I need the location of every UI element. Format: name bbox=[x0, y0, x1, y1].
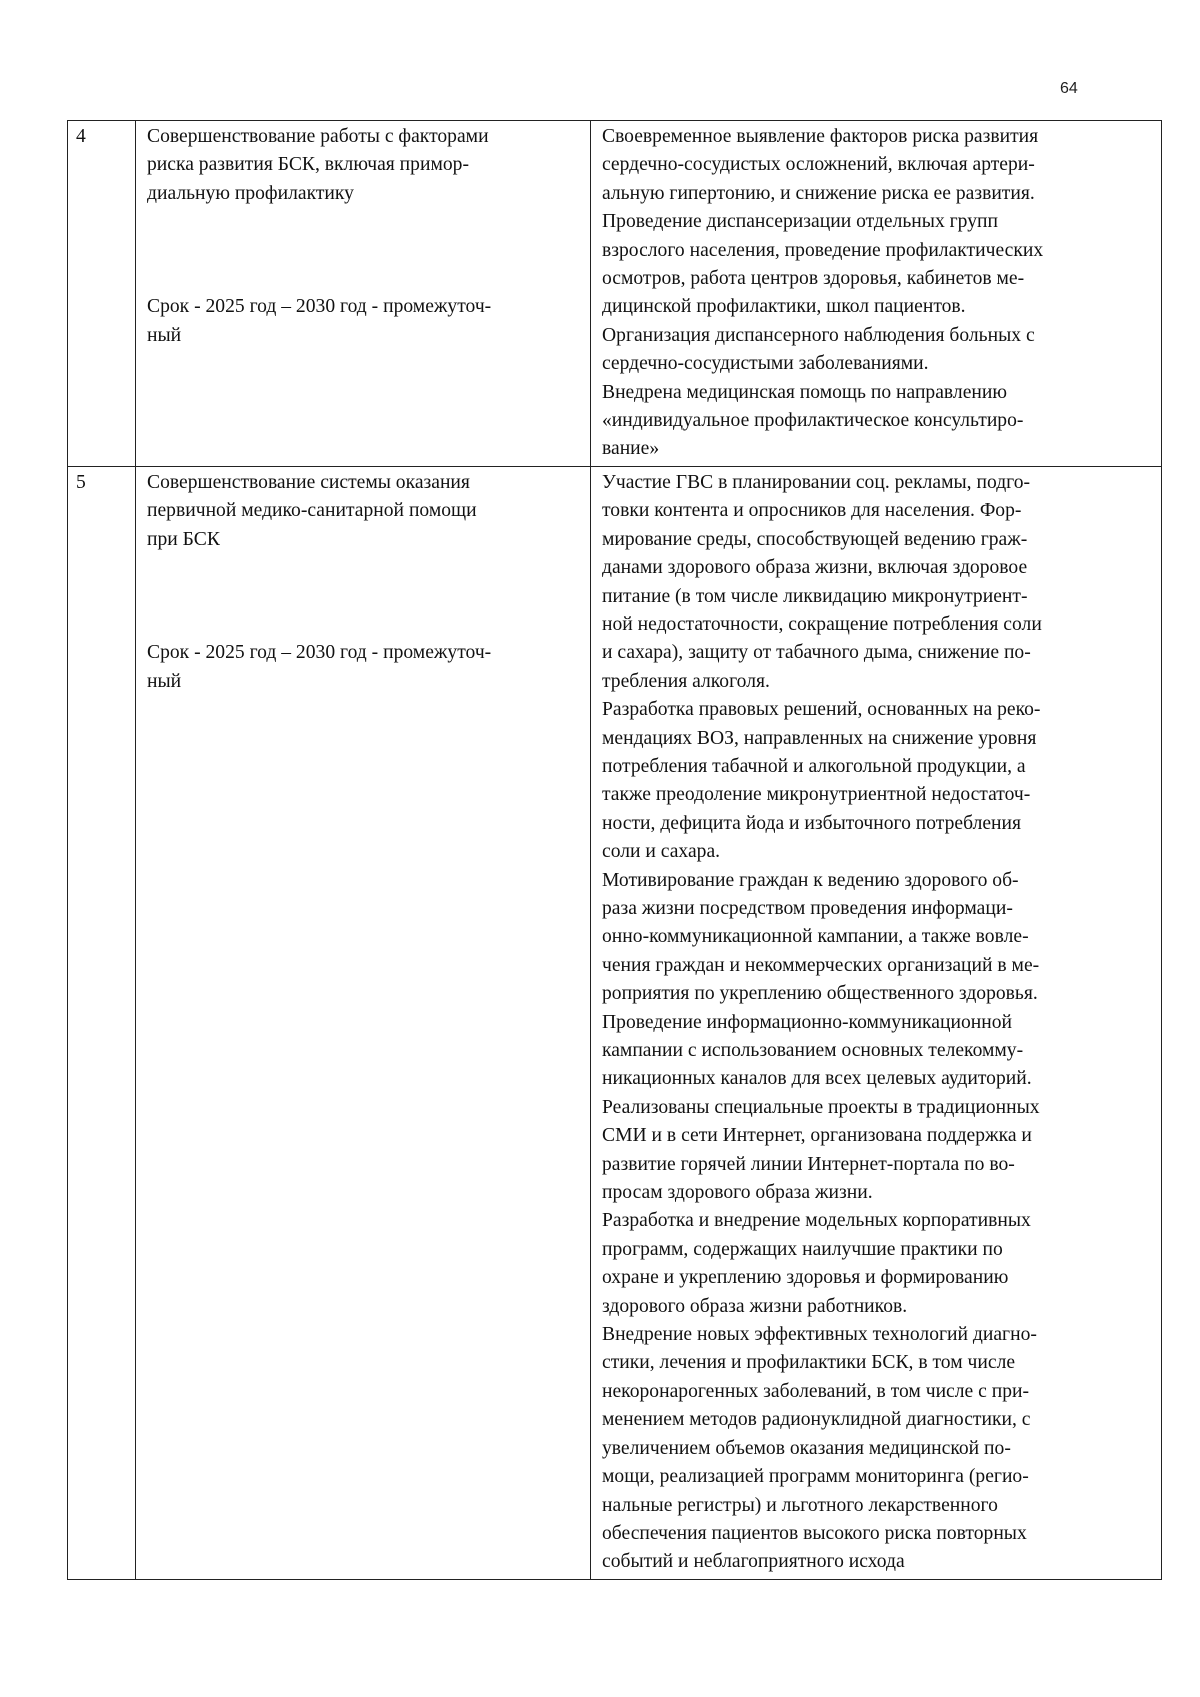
result-line: мощи, реализацией программ мониторинга (регио- bbox=[602, 1466, 1029, 1488]
page-number: 64 bbox=[1060, 80, 1078, 97]
result-line: программ, содержащих наилучшие практики по bbox=[602, 1238, 1003, 1260]
result-line: менением методов радионуклидной диагностики, с bbox=[602, 1409, 1031, 1431]
result-line: и сахара), защиту от табачного дыма, снижение по- bbox=[602, 642, 1031, 664]
result-line: ности, дефицита йода и избыточного потребления bbox=[602, 812, 1022, 834]
result-line: сердечно-сосудистых осложнений, включая артери- bbox=[602, 154, 1035, 176]
task-line: диальную профилактику bbox=[147, 182, 354, 204]
result-line: нальные регистры) и льготного лекарственного bbox=[602, 1494, 998, 1516]
result-line: мирование среды, способствующей ведению граж- bbox=[602, 528, 1028, 550]
row-number: 5 bbox=[68, 466, 136, 1579]
result-line: вание» bbox=[602, 438, 660, 460]
result-line: Мотивирование граждан к ведению здорового об- bbox=[602, 869, 1019, 891]
result-line: роприятия по укреплению общественного здоровья. bbox=[602, 983, 1038, 1005]
result-line: Проведение диспансеризации отдельных групп bbox=[602, 211, 998, 233]
result-line: Реализованы специальные проекты в традиционных bbox=[602, 1096, 1040, 1118]
result-line: онно-коммуникационной кампании, а также вовле- bbox=[602, 926, 1029, 948]
result-line: взрослого населения, проведение профилактических bbox=[602, 239, 1044, 261]
result-line: Разработка правовых решений, основанных на реко- bbox=[602, 699, 1041, 721]
result-line: требления алкоголя. bbox=[602, 670, 770, 692]
result-line: стики, лечения и профилактики БСК, в том числе bbox=[602, 1352, 1016, 1374]
result-line: Участие ГВС в планировании соц. рекламы, подго- bbox=[602, 471, 1031, 493]
result-line: Разработка и внедрение модельных корпоративных bbox=[602, 1210, 1031, 1232]
result-line: Проведение информационно-коммуникационной bbox=[602, 1011, 1012, 1033]
term-line: ный bbox=[147, 324, 182, 346]
result-line: осмотров, работа центров здоровья, кабинетов ме- bbox=[602, 268, 1025, 290]
result-line: дицинской профилактики, школ пациентов. bbox=[602, 296, 966, 318]
result-line: мендациях ВОЗ, направленных на снижение уровня bbox=[602, 727, 1037, 749]
result-line: питание (в том числе ликвидацию микронутриент- bbox=[602, 585, 1028, 607]
result-line: событий и неблагоприятного исхода bbox=[602, 1551, 905, 1573]
result-line: товки контента и опросников для населения. Фор- bbox=[602, 500, 1022, 522]
result-line: потребления табачной и алкогольной продукции, а bbox=[602, 755, 1026, 777]
term-line: Срок - 2025 год – 2030 год - промежуточ- bbox=[147, 642, 492, 664]
measures-table bbox=[67, 120, 1162, 1580]
result-line: СМИ и в сети Интернет, организована поддержка и bbox=[602, 1125, 1032, 1147]
task-line: при БСК bbox=[147, 528, 220, 550]
row-number: 4 bbox=[68, 121, 136, 467]
result-line: соли и сахара. bbox=[602, 841, 721, 863]
result-line: никационных каналов для всех целевых аудиторий. bbox=[602, 1068, 1032, 1090]
result-line: Внедрена медицинская помощь по направлению bbox=[602, 381, 1008, 403]
task-line: риска развития БСК, включая примор- bbox=[147, 154, 469, 176]
result-line: «индивидуальное профилактическое консультиро- bbox=[602, 410, 1024, 432]
result-line: Своевременное выявление факторов риска развития bbox=[602, 126, 1039, 147]
term-line: Срок - 2025 год – 2030 год - промежуточ- bbox=[147, 296, 492, 318]
result-line: охране и укреплению здоровья и формированию bbox=[602, 1267, 1009, 1289]
result-line: альную гипертонию, и снижение риска ее развития. bbox=[602, 182, 1035, 204]
term-line: ный bbox=[147, 670, 182, 692]
table-row bbox=[68, 121, 1162, 467]
task-line: первичной медико-санитарной помощи bbox=[147, 500, 477, 522]
result-line: обеспечения пациентов высокого риска повторных bbox=[602, 1522, 1027, 1544]
result-line: также преодоление микронутриентной недостаточ- bbox=[602, 784, 1031, 806]
result-cell bbox=[591, 121, 1162, 467]
result-cell bbox=[591, 466, 1162, 1579]
task-line: Совершенствование системы оказания bbox=[147, 471, 470, 493]
table-row bbox=[68, 466, 1162, 1579]
result-line: здорового образа жизни работников. bbox=[602, 1295, 908, 1317]
result-line: чения граждан и некоммерческих организаций в ме- bbox=[602, 954, 1040, 976]
result-line: развитие горячей линии Интернет-портала по во- bbox=[602, 1153, 1015, 1175]
result-line: сердечно-сосудистыми заболеваниями. bbox=[602, 353, 929, 375]
task-cell bbox=[136, 466, 591, 1579]
result-line: раза жизни посредством проведения информаци- bbox=[602, 897, 1013, 919]
task-cell bbox=[136, 121, 591, 467]
result-line: просам здорового образа жизни. bbox=[602, 1182, 873, 1204]
result-line: некоронарогенных заболеваний, в том числе с при- bbox=[602, 1380, 1030, 1402]
result-line: данами здорового образа жизни, включая здоровое bbox=[602, 557, 1028, 579]
result-line: Внедрение новых эффективных технологий диагно- bbox=[602, 1324, 1037, 1346]
task-line: Совершенствование работы с факторами bbox=[147, 126, 489, 147]
result-line: Организация диспансерного наблюдения больных с bbox=[602, 324, 1035, 346]
result-line: кампании с использованием основных телекомму- bbox=[602, 1040, 1024, 1061]
result-line: увеличением объемов оказания медицинской по- bbox=[602, 1437, 1011, 1459]
result-line: ной недостаточности, сокращение потребления соли bbox=[602, 613, 1042, 635]
